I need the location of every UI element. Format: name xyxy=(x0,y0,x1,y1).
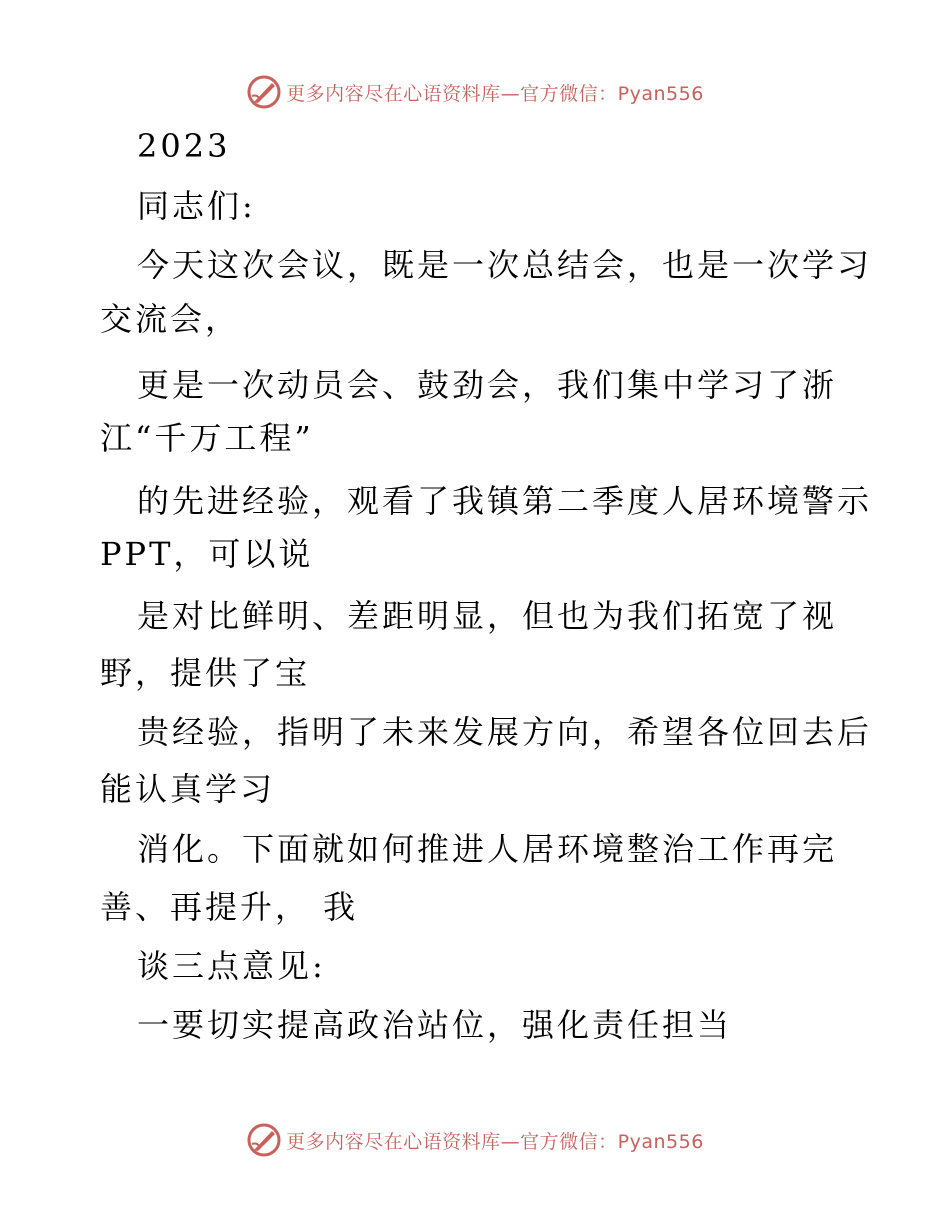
text-line: 的先进经验，观看了我镇第二季度人居环境警示 xyxy=(137,482,873,520)
header-banner-text: 更多内容尽在心语资料库—官方微信：Pyan556 xyxy=(286,82,704,105)
text-line: 消化。下面就如何推进人居环境整治工作再完 xyxy=(137,830,838,868)
text-line: 善、再提升， 我 xyxy=(100,888,359,926)
text-line: 贵经验，指明了未来发展方向，希望各位回去后 xyxy=(137,713,873,751)
text-line: PPT，可以说 xyxy=(100,535,314,573)
header-watermark-banner xyxy=(0,72,950,112)
text-line: 2023 xyxy=(137,127,231,165)
text-line: 一要切实提高政治站位，强化责任担当 xyxy=(137,1006,733,1044)
text-line: 江“千万工程” xyxy=(100,419,314,457)
text-line: 能认真学习 xyxy=(100,770,276,808)
text-line: 野，提供了宝 xyxy=(100,654,311,692)
text-line: 更是一次动员会、鼓劲会，我们集中学习了浙 xyxy=(137,366,838,404)
quill-pen-logo-icon xyxy=(246,1122,282,1158)
text-line: 同志们: xyxy=(137,187,256,225)
text-line: 是对比鲜明、差距明显，但也为我们拓宽了视 xyxy=(137,597,838,635)
footer-watermark-banner xyxy=(0,1120,950,1160)
quill-pen-logo-icon xyxy=(246,74,282,110)
text-line: 今天这次会议，既是一次总结会，也是一次学习 xyxy=(137,246,873,284)
text-line: 谈三点意见: xyxy=(137,947,326,985)
footer-banner-text: 更多内容尽在心语资料库—官方微信：Pyan556 xyxy=(286,1130,704,1153)
text-line: 交流会， xyxy=(100,300,241,338)
